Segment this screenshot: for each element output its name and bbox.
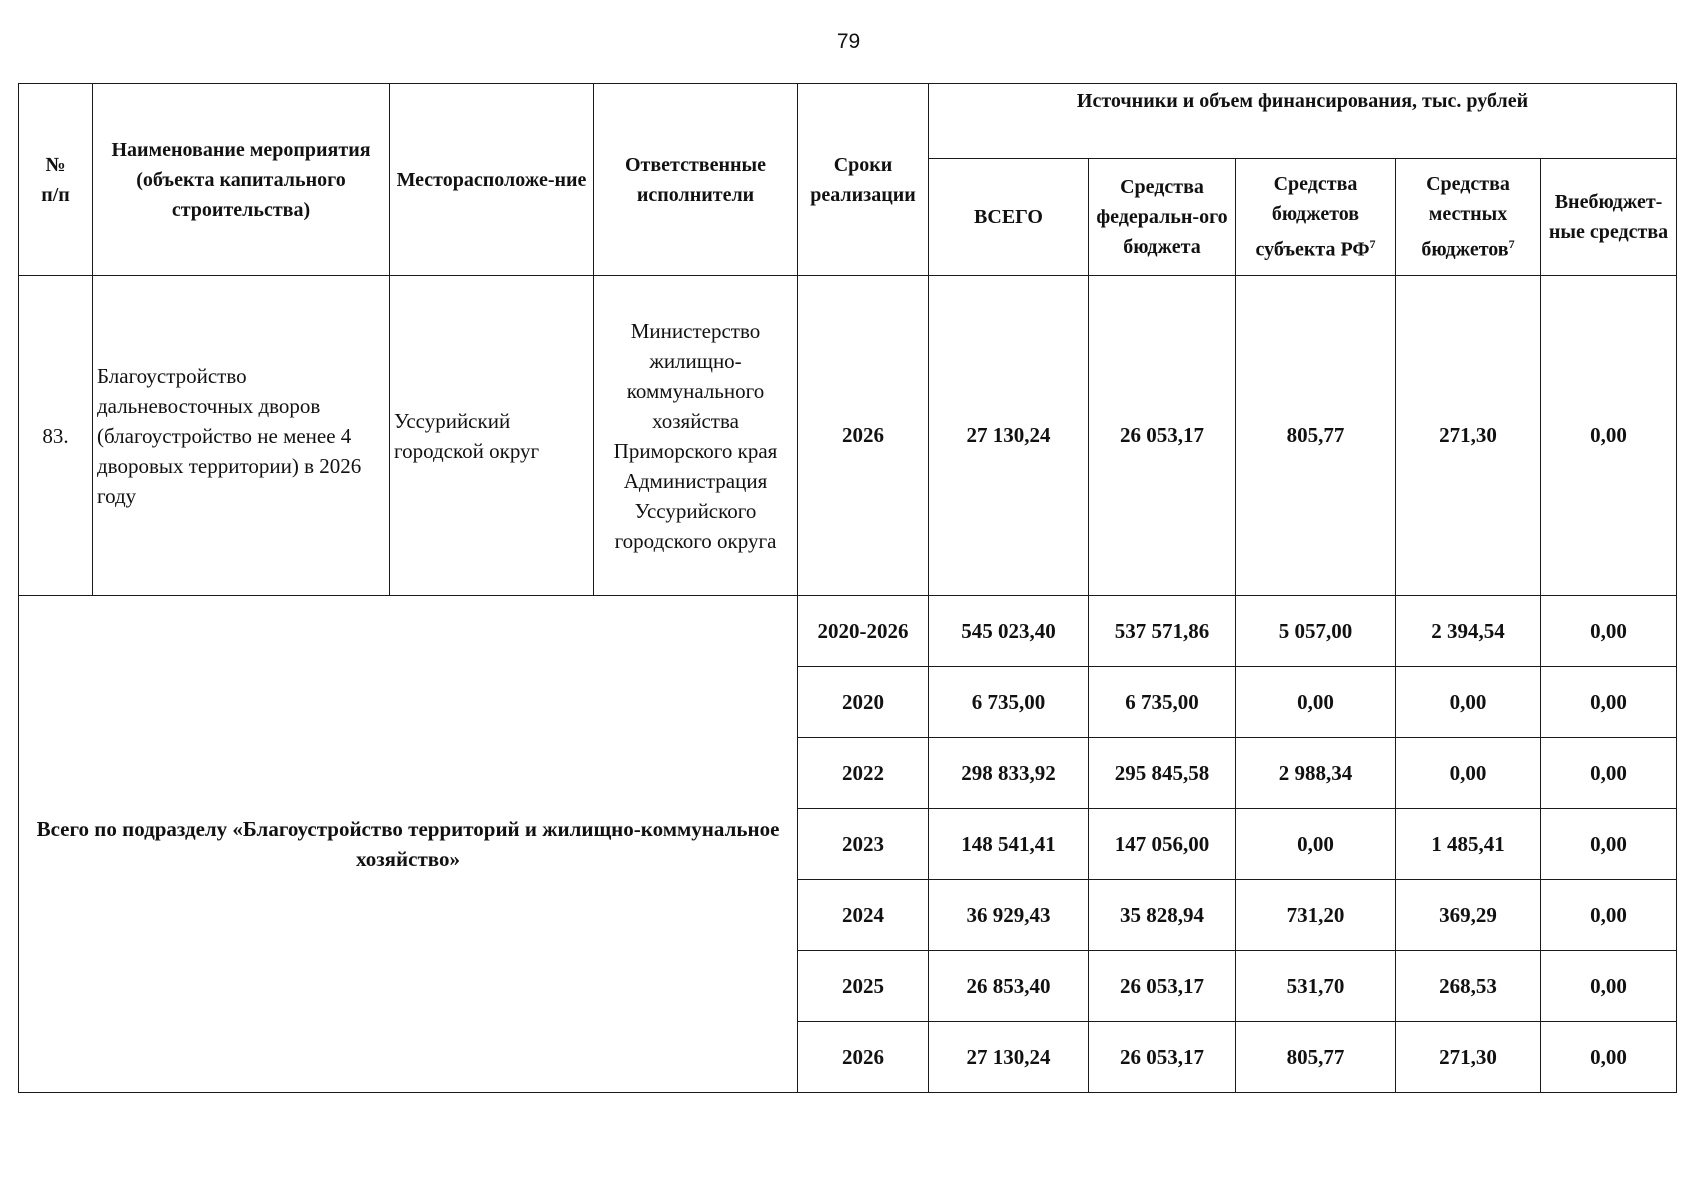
row83-responsible: Министерство жилищно-коммунального хозяйства Приморского края Администрация Уссурийского городского округа (594, 276, 798, 596)
table-row (19, 276, 1677, 596)
header-location: Месторасположе-ние (390, 84, 594, 276)
summary-federal: 6 735,00 (1089, 667, 1236, 738)
header-total: ВСЕГО (929, 159, 1089, 276)
summary-total: 27 130,24 (929, 1022, 1089, 1093)
summary-extrabudget: 0,00 (1541, 738, 1677, 809)
header-period: Сроки реализации (798, 84, 929, 276)
summary-regional: 731,20 (1236, 880, 1396, 951)
header-name: Наименование мероприятия (объекта капитального строительства) (93, 84, 390, 276)
summary-federal: 35 828,94 (1089, 880, 1236, 951)
summary-period: 2026 (798, 1022, 929, 1093)
summary-extrabudget: 0,00 (1541, 596, 1677, 667)
summary-local: 369,29 (1396, 880, 1541, 951)
summary-federal: 537 571,86 (1089, 596, 1236, 667)
financing-table (18, 83, 1677, 1093)
summary-local: 1 485,41 (1396, 809, 1541, 880)
summary-period: 2022 (798, 738, 929, 809)
summary-federal: 26 053,17 (1089, 951, 1236, 1022)
page-number: 79 (836, 30, 861, 53)
summary-period: 2020-2026 (798, 596, 929, 667)
summary-label: Всего по подразделу «Благоустройство территорий и жилищно-коммунальное хозяйство» (19, 596, 798, 1093)
row83-local: 271,30 (1396, 276, 1541, 596)
summary-total: 298 833,92 (929, 738, 1089, 809)
summary-total: 545 023,40 (929, 596, 1089, 667)
summary-extrabudget: 0,00 (1541, 809, 1677, 880)
summary-regional: 531,70 (1236, 951, 1396, 1022)
table-row (19, 596, 1677, 667)
summary-regional: 805,77 (1236, 1022, 1396, 1093)
summary-period: 2025 (798, 951, 929, 1022)
summary-extrabudget: 0,00 (1541, 880, 1677, 951)
header-regional-label: Средства бюджетов субъекта РФ (1255, 173, 1370, 261)
header-regional (1236, 159, 1396, 276)
summary-local: 2 394,54 (1396, 596, 1541, 667)
summary-total: 6 735,00 (929, 667, 1089, 738)
summary-period: 2023 (798, 809, 929, 880)
summary-period: 2020 (798, 667, 929, 738)
summary-local: 268,53 (1396, 951, 1541, 1022)
header-extrabudget: Внебюджет-ные средства (1541, 159, 1677, 276)
summary-total: 148 541,41 (929, 809, 1089, 880)
summary-regional: 2 988,34 (1236, 738, 1396, 809)
header-local-footnote: 7 (1508, 237, 1515, 252)
summary-extrabudget: 0,00 (1541, 951, 1677, 1022)
summary-federal: 147 056,00 (1089, 809, 1236, 880)
summary-total: 36 929,43 (929, 880, 1089, 951)
row83-extrabudget: 0,00 (1541, 276, 1677, 596)
row83-federal: 26 053,17 (1089, 276, 1236, 596)
header-local (1396, 159, 1541, 276)
summary-local: 0,00 (1396, 667, 1541, 738)
header-local-label: Средства местных бюджетов (1421, 173, 1510, 261)
header-federal: Средства федеральн-ого бюджета (1089, 159, 1236, 276)
header-num: № п/п (19, 84, 93, 276)
row83-period: 2026 (798, 276, 929, 596)
row83-regional: 805,77 (1236, 276, 1396, 596)
summary-extrabudget: 0,00 (1541, 1022, 1677, 1093)
summary-federal: 26 053,17 (1089, 1022, 1236, 1093)
summary-regional: 5 057,00 (1236, 596, 1396, 667)
header-responsible: Ответственные исполнители (594, 84, 798, 276)
header-regional-footnote: 7 (1369, 237, 1376, 252)
summary-extrabudget: 0,00 (1541, 667, 1677, 738)
summary-total: 26 853,40 (929, 951, 1089, 1022)
row83-num: 83. (19, 276, 93, 596)
summary-period: 2024 (798, 880, 929, 951)
header-funding-group: Источники и объем финансирования, тыс. рублей (929, 84, 1677, 159)
summary-local: 271,30 (1396, 1022, 1541, 1093)
summary-regional: 0,00 (1236, 667, 1396, 738)
summary-regional: 0,00 (1236, 809, 1396, 880)
row83-name: Благоустройство дальневосточных дворов (благоустройство не менее 4 дворовых территории) в 2026 году (93, 276, 390, 596)
row83-total: 27 130,24 (929, 276, 1089, 596)
summary-federal: 295 845,58 (1089, 738, 1236, 809)
row83-location: Уссурийский городской округ (390, 276, 594, 596)
summary-local: 0,00 (1396, 738, 1541, 809)
